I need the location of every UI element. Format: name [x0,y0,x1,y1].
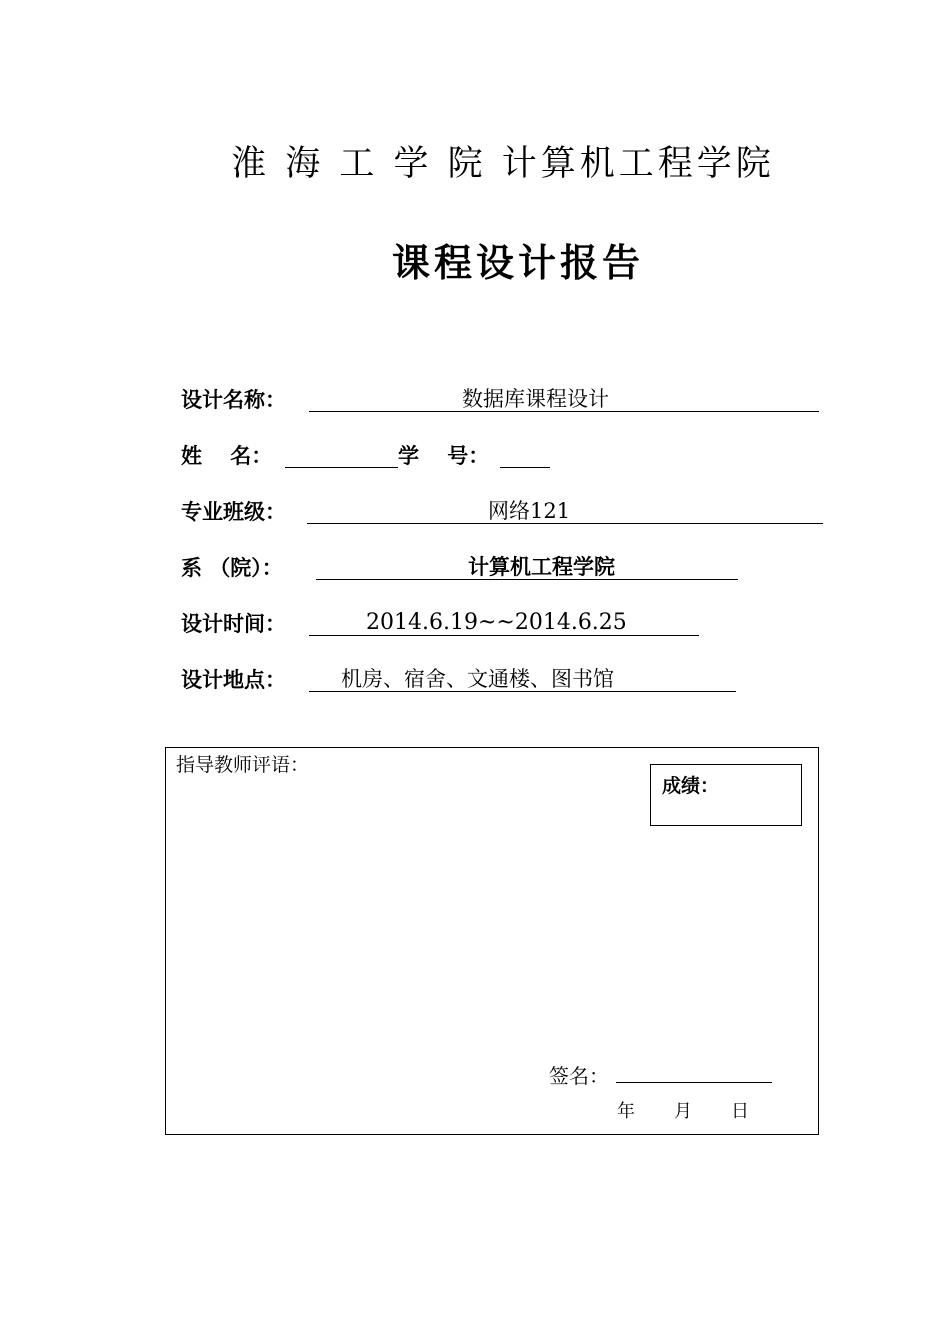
major-class-value[interactable]: 网络121 [488,499,571,523]
grade-label: 成绩： [662,775,720,797]
design-place-label: 设计地点： [181,668,286,692]
comments-label: 指导教师评语： [176,754,310,776]
design-place-value[interactable]: 机房、宿舍、文通楼、图书馆 [341,667,614,691]
signature-line[interactable] [616,1082,772,1083]
design-time-label: 设计时间： [181,612,286,636]
student-id-label: 学 号： [398,444,490,468]
design-time-value[interactable]: 2014.6.19~~2014.6.25 [366,610,627,635]
college-title: 淮 海 工 学 院 计算机工程学院 [231,144,775,184]
signature-label: 签名： [549,1064,609,1088]
student-id-line[interactable] [500,439,550,468]
date-day-label: 日 [731,1101,749,1122]
design-name-label: 设计名称： [181,388,286,412]
name-line[interactable] [285,439,398,468]
name-label: 姓 名： [181,444,273,468]
date-year-label: 年 [617,1101,635,1122]
department-value[interactable]: 计算机工程学院 [468,555,615,579]
report-title: 课程设计报告 [391,241,644,285]
design-name-value[interactable]: 数据库课程设计 [462,387,609,411]
department-label: 系 （院）： [181,556,283,580]
major-class-label: 专业班级： [181,500,286,524]
date-month-label: 月 [674,1101,692,1122]
